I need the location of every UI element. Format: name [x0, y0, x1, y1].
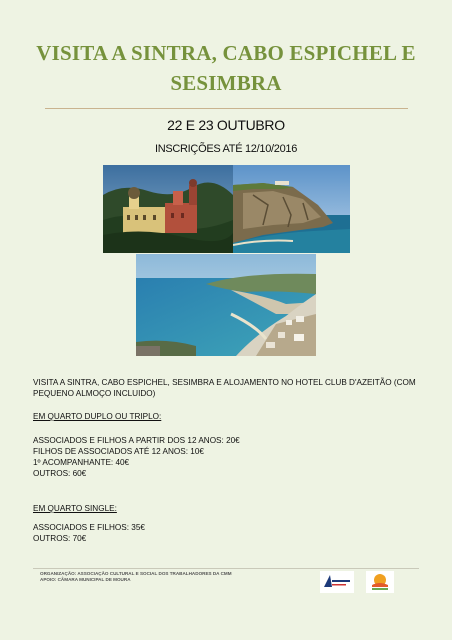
double-room-prices: [33, 435, 419, 479]
event-dates: 22 E 23 OUTUBRO: [167, 117, 285, 133]
price-line: OUTROS: 70€: [33, 534, 87, 543]
sesimbra-bay-photo: [136, 254, 316, 356]
single-room-prices: [33, 522, 419, 544]
association-logo: [320, 571, 354, 593]
single-room-heading: EM QUARTO SINGLE:: [33, 504, 117, 513]
footer-support: APOIO: CÂMARA MUNICIPAL DE MOURA: [40, 577, 131, 582]
footer-organization: ORGANIZAÇÃO: ASSOCIAÇÃO CULTURAL E SOCIAL DOS TRABALHADORES DA CMM: [40, 571, 232, 576]
title-divider: [45, 108, 408, 109]
price-line: ASSOCIADOS E FILHOS A PARTIR DOS 12 ANOS: 20€: [33, 436, 240, 445]
sintra-palace-photo: [103, 165, 233, 253]
municipality-logo: [366, 571, 394, 593]
price-line: 1º ACOMPANHANTE: 40€: [33, 458, 130, 467]
trip-description: VISITA A SINTRA, CABO ESPICHEL, SESIMBRA E ALOJAMENTO NO HOTEL CLUB D'AZEITÃO (COM PEQUENO ALMOÇO INCLUIDO): [33, 378, 416, 398]
title-line-2: SESIMBRA: [170, 71, 282, 95]
footer-divider: [33, 568, 419, 569]
cabo-espichel-photo: [233, 165, 350, 253]
page-title: [20, 38, 432, 98]
registration-deadline: INSCRIÇÕES ATÉ 12/10/2016: [154, 143, 298, 155]
price-line: FILHOS DE ASSOCIADOS ATÉ 12 ANOS: 10€: [33, 447, 204, 456]
price-line: ASSOCIADOS E FILHOS: 35€: [33, 523, 145, 532]
double-room-heading: EM QUARTO DUPLO OU TRIPLO:: [33, 412, 162, 421]
title-line-1: VISITA A SINTRA, CABO ESPICHEL E: [36, 41, 416, 65]
price-line: OUTROS: 60€: [33, 469, 87, 478]
